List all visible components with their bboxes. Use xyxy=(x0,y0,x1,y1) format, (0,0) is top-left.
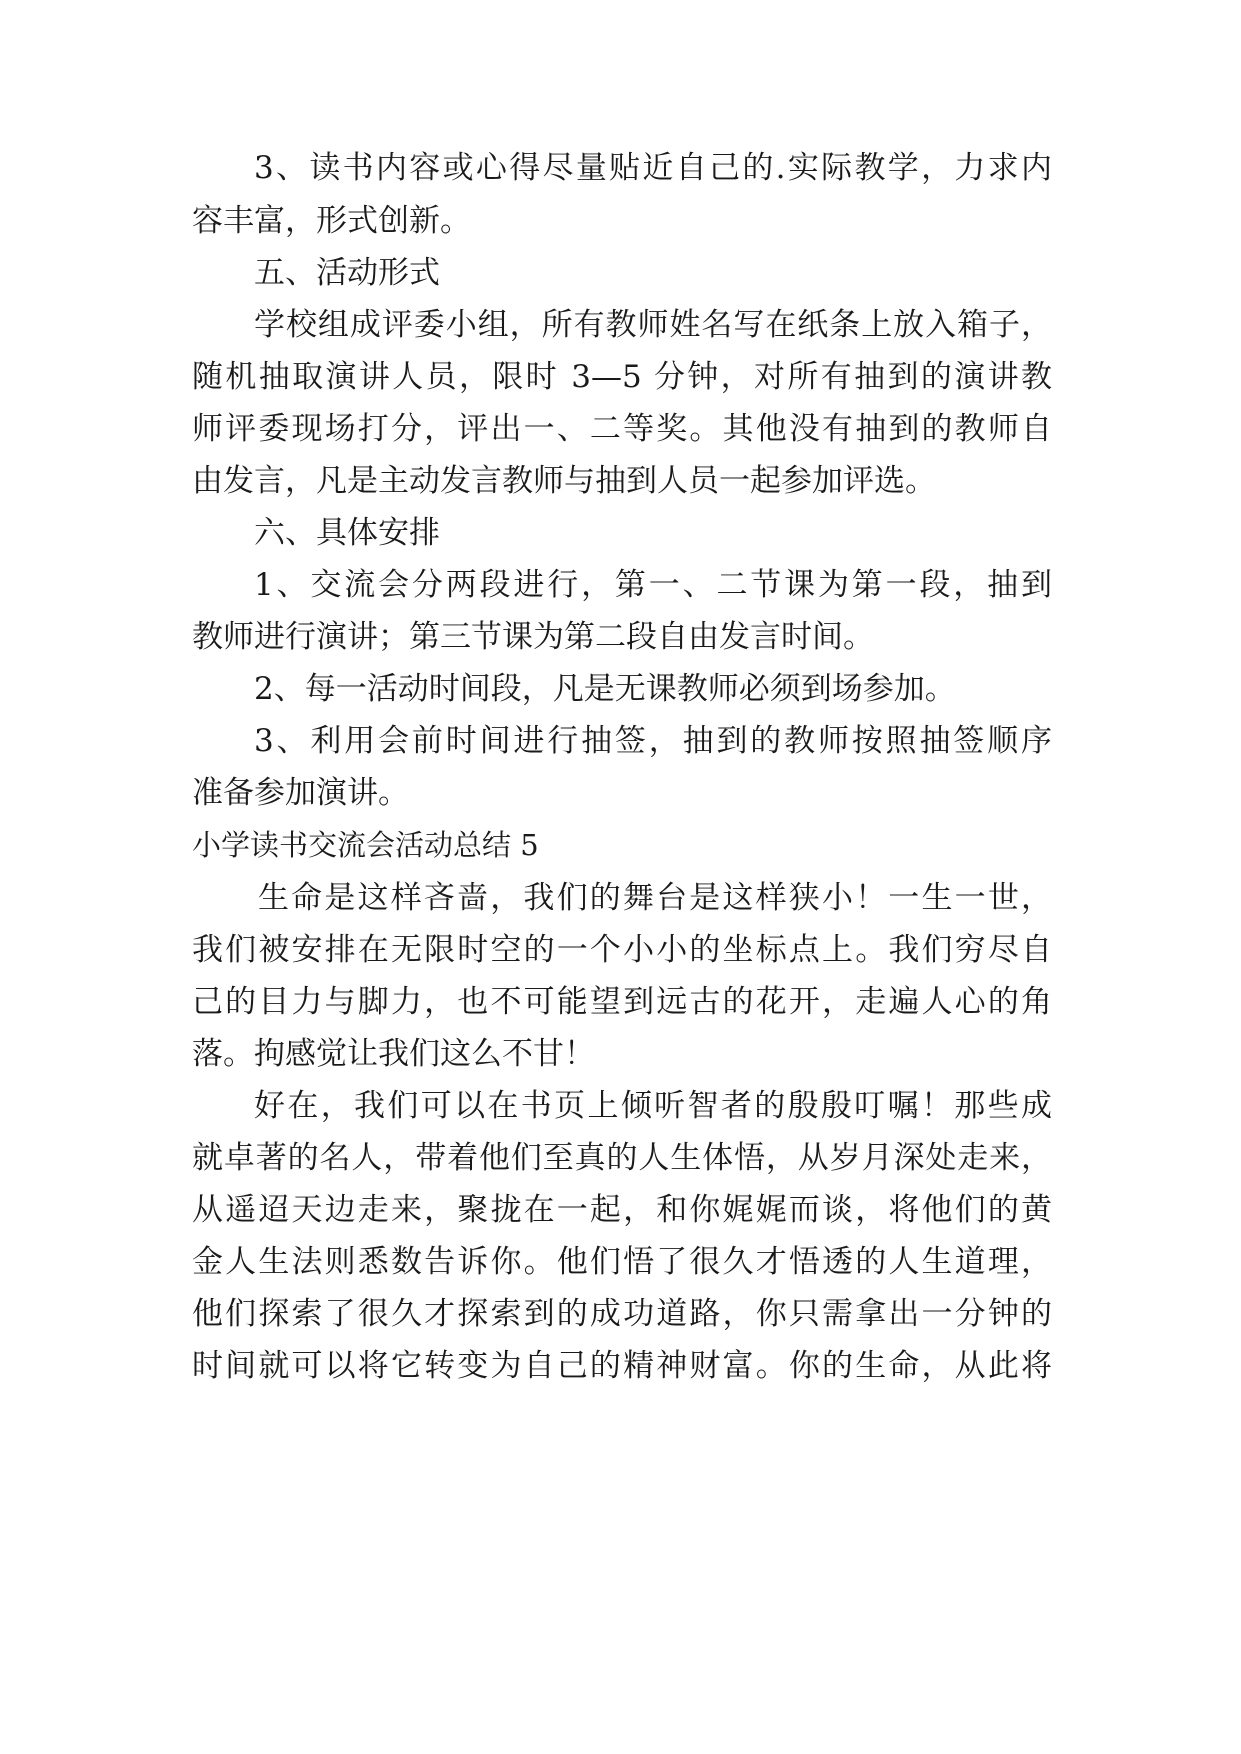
paragraph-line: 时间就可以将它转变为自己的精神财富。你的生命，从此将 xyxy=(192,1348,1052,1384)
paragraph-line: 3、利用会前时间进行抽签，抽到的教师按照抽签顺序 xyxy=(254,723,1052,759)
paragraph-line: 学校组成评委小组，所有教师姓名写在纸条上放入箱子， xyxy=(254,307,1052,343)
paragraph-line: 准备参加演讲。 xyxy=(192,775,409,811)
paragraph-line: 落。拘感觉让我们这么不甘！ xyxy=(192,1036,595,1072)
paragraph-line: 师评委现场打分，评出一、二等奖。其他没有抽到的教师自 xyxy=(192,411,1052,447)
paragraph-line: 金人生法则悉数告诉你。他们悟了很久才悟透的人生道理， xyxy=(192,1244,1052,1280)
section-heading: 五、活动形式 xyxy=(254,255,440,291)
article-title: 小学读书交流会活动总结 5 xyxy=(192,828,539,862)
paragraph-line: 从遥迢天边走来，聚拢在一起，和你娓娓而谈，将他们的黄 xyxy=(192,1192,1052,1228)
paragraph-line: 1、交流会分两段进行，第一、二节课为第一段，抽到 xyxy=(254,567,1052,603)
paragraph-line: 就卓著的名人，带着他们至真的人生体悟，从岁月深处走来， xyxy=(192,1140,1052,1176)
paragraph-line: 由发言，凡是主动发言教师与抽到人员一起参加评选。 xyxy=(192,463,936,499)
section-heading: 六、具体安排 xyxy=(254,515,440,551)
paragraph-line: 我们被安排在无限时空的一个小小的坐标点上。我们穷尽自 xyxy=(192,932,1052,968)
paragraph-line: 好在，我们可以在书页上倾听智者的殷殷叮嘱！那些成 xyxy=(254,1088,1052,1124)
paragraph-line: 2、每一活动时间段，凡是无课教师必须到场参加。 xyxy=(254,671,956,707)
paragraph-line: 己的目力与脚力，也不可能望到远古的花开，走遍人心的角 xyxy=(192,984,1052,1020)
paragraph-line: 3、读书内容或心得尽量贴近自己的.实际教学，力求内 xyxy=(254,150,1052,186)
paragraph-line: 容丰富，形式创新。 xyxy=(192,203,471,239)
paragraph-line: 生命是这样吝啬，我们的舞台是这样狭小！一生一世， xyxy=(258,880,1052,916)
paragraph-line: 他们探索了很久才探索到的成功道路，你只需拿出一分钟的 xyxy=(192,1296,1052,1332)
paragraph-line: 教师进行演讲；第三节课为第二段自由发言时间。 xyxy=(192,619,874,655)
paragraph-line: 随机抽取演讲人员，限时 3—5 分钟，对所有抽到的演讲教 xyxy=(192,359,1052,395)
